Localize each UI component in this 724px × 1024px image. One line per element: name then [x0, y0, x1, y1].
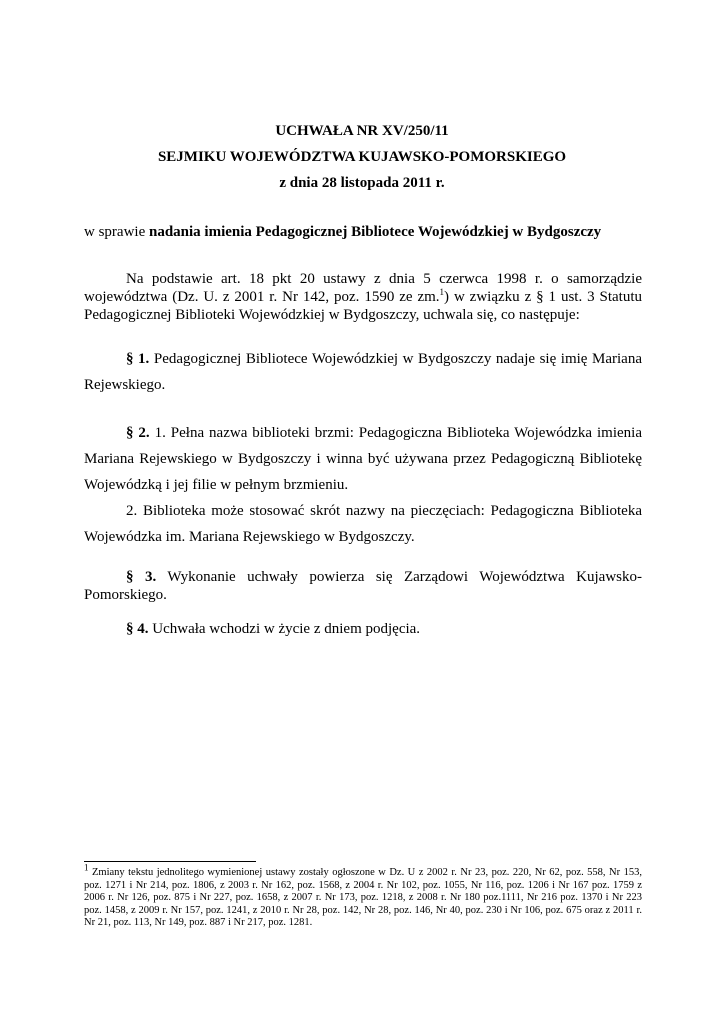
section-mark: § 4.	[126, 621, 149, 637]
section-3	[84, 568, 642, 604]
resolution-header	[0, 118, 724, 196]
section-text: Uchwała wchodzi w życie z dniem podjęcia.	[148, 621, 421, 637]
section-mark: § 2.	[126, 425, 150, 441]
footnote-reference: 1	[439, 287, 445, 297]
footnote-number: 1	[84, 862, 89, 873]
issuing-body: SEJMIKU WOJEWÓDZTWA KUJAWSKO-POMORSKIEGO	[157, 149, 567, 165]
section-text: Pedagogicznej Bibliotece Wojewódzkiej w Bydgoszczy nadaje się imię Mariana Rejewskiego.	[84, 351, 642, 393]
resolution-number: UCHWAŁA NR XV/250/11	[275, 123, 449, 139]
section-mark: § 3.	[126, 569, 157, 585]
section-2-point-2: 2. Biblioteka może stosować skrót nazwy na pieczęciach: Pedagogiczna Biblioteka Wojewódzka im. Mariana Rejewskiego w Bydgoszczy.	[84, 503, 642, 545]
section-mark: § 1.	[126, 351, 150, 367]
subject-title: nadania imienia Pedagogicznej Bibliotece Wojewódzkiej w Bydgoszczy	[148, 224, 602, 240]
legal-basis-text-continued: ) w związku z § 1 ust. 3 Statutu Pedagogicznej Biblioteki Wojewódzkiej w Bydgoszczy, uchwala się, co następuje:	[84, 289, 643, 323]
section-text: Wykonanie uchwały powierza się Zarządowi Województwa Kujawsko-Pomorskiego.	[84, 569, 642, 603]
footnote	[84, 862, 642, 930]
section-text: 1. Pełna nazwa biblioteki brzmi: Pedagogiczna Biblioteka Wojewódzka imienia Mariana Rejewskiego w Bydgoszczy i winna być używana przez Pedagogiczną Bibliotekę Wojewódzką i jej filie w pełnym brzmieniu.	[84, 425, 643, 493]
section-4	[84, 620, 642, 638]
resolution-date: z dnia 28 listopada 2011 r.	[279, 175, 445, 191]
legal-basis-text: Na podstawie art. 18 pkt 20 ustawy z dnia 5 czerwca 1998 r. o samorządzie województwa (Dz. U. z 2001 r. Nr 142, poz. 1590 ze zm.	[84, 271, 642, 305]
section-2	[84, 420, 642, 550]
subject-prefix: w sprawie	[84, 224, 149, 240]
footnote-text: Zmiany tekstu jednolitego wymienionej ustawy zostały ogłoszone w Dz. U z 2002 r. Nr 23, poz. 220, Nr 62, poz. 558, Nr 153, poz. 1271 i Nr 214, poz. 1806, z 2003 r. Nr 162, poz. 1568, z 2004 r. Nr 102, poz. 1055, Nr 116, poz. 1206 i Nr 167 poz. 1759 z 2006 r. Nr 126, poz. 875 i Nr 227, poz. 1658, z 2007 r. Nr 173, poz. 1218, z 2008 r. Nr 180 poz.1111, Nr 216 poz. 1370 i Nr 223 poz. 1458, z 2009 r. Nr 157, poz. 1241, z 2010 r. Nr 28, poz. 142, Nr 28, poz. 146, Nr 40, poz. 230 i Nr 106, poz. 675 oraz z 2011 r. Nr 21, poz. 113, Nr 149, poz. 887 i Nr 217, poz. 1281.	[84, 867, 642, 928]
footnote-separator	[84, 861, 256, 862]
section-2-point-1	[84, 420, 642, 498]
legal-basis-paragraph	[84, 270, 642, 324]
section-1	[84, 346, 642, 398]
resolution-subject	[84, 224, 601, 241]
